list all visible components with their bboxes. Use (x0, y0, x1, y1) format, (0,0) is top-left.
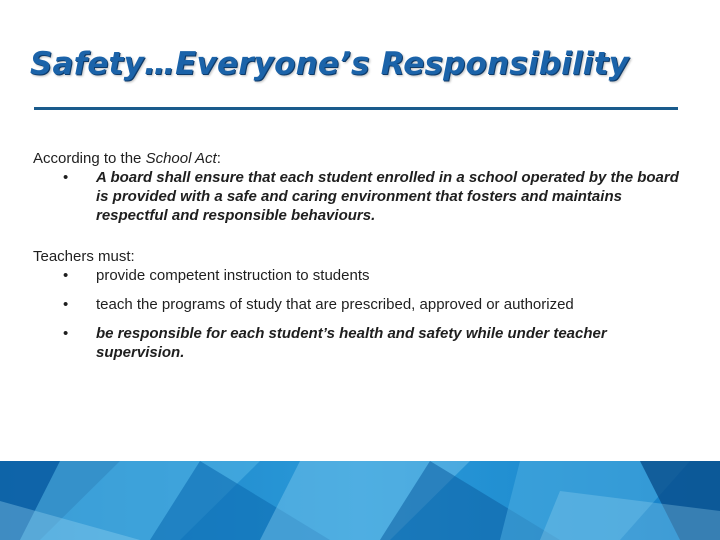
footer-decoration (0, 461, 720, 540)
geometric-banner-graphic (0, 461, 720, 540)
teacher-bullet-list (33, 266, 683, 362)
teachers-heading: Teachers must: (33, 248, 135, 265)
slide-title: Safety…Everyone’s Responsibility (30, 46, 630, 82)
list-item (33, 295, 683, 314)
intro-act-name: School Act (145, 150, 217, 167)
bullet-icon: • (63, 169, 69, 186)
slide-body (33, 149, 683, 372)
list-item (33, 266, 683, 285)
list-item (33, 168, 683, 225)
bullet-icon: • (63, 296, 69, 313)
intro-suffix: : (216, 150, 221, 167)
bullet-text: provide competent instruction to students (96, 267, 370, 284)
bullet-icon: • (63, 267, 69, 284)
act-bullet-list (33, 168, 683, 225)
intro-prefix: According to the (33, 150, 146, 167)
bullet-text: be responsible for each student’s health and safety while under teacher supervision. (96, 325, 607, 361)
bullet-text: teach the programs of study that are prescribed, approved or authorized (96, 296, 574, 313)
list-item (33, 324, 683, 362)
title-underline (34, 107, 678, 110)
bullet-icon: • (63, 325, 69, 342)
bullet-text: A board shall ensure that each student enrolled in a school operated by the board is provided with a safe and caring environment that fosters and maintains respectful and responsible behaviours. (96, 169, 679, 224)
intro-paragraph (33, 149, 683, 168)
